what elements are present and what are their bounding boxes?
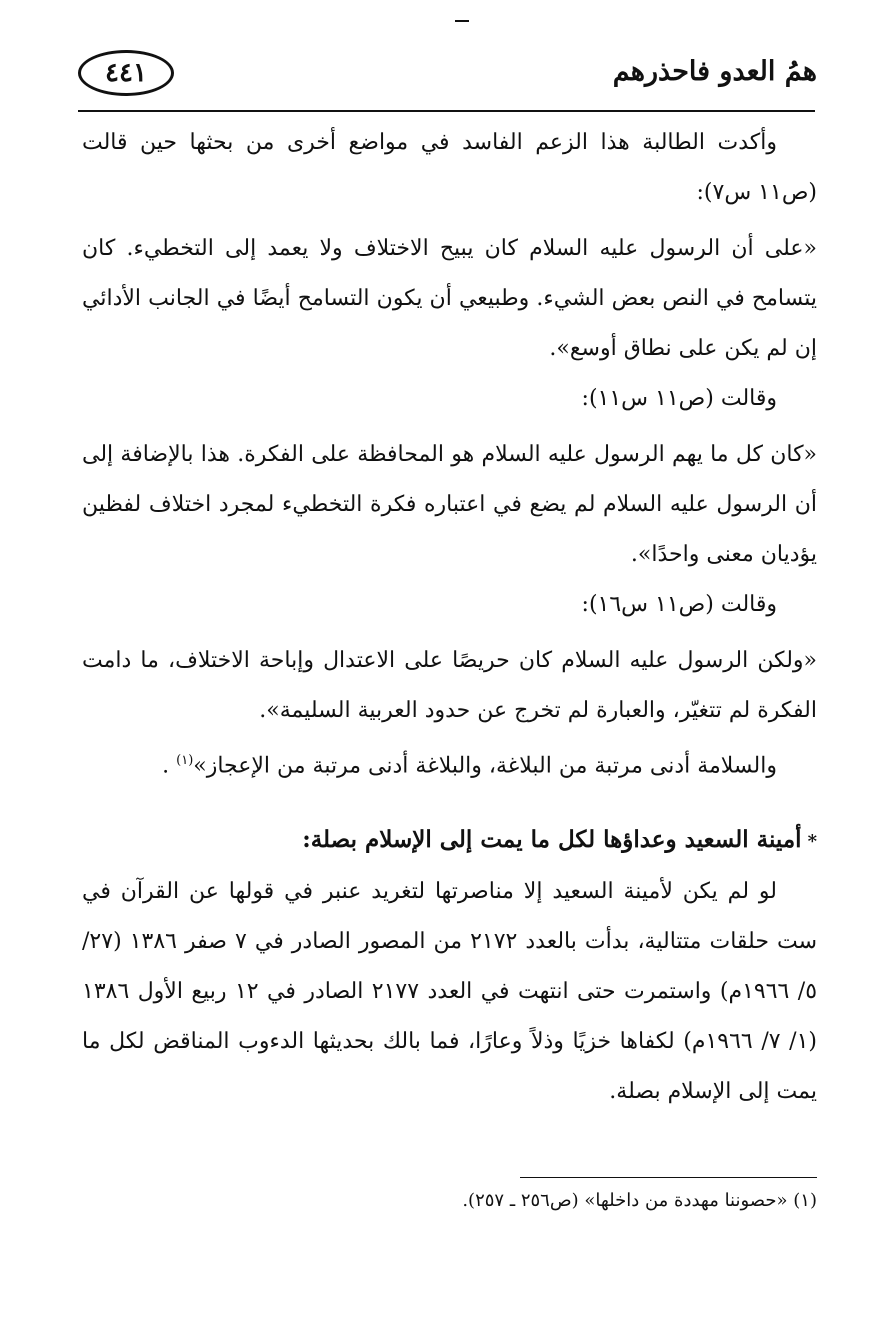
- header-rule: [78, 110, 815, 112]
- section-heading: [82, 815, 817, 867]
- quote-1: «على أن الرسول عليه السلام كان يبيح الاختلاف ولا يعمد إلى التخطيء. كان يتسامح في النص بعض الشيء. وطبيعي أن يكون التسامح أيضًا في الجانب الأدائي إن لم يكن على نطاق أوسع».: [82, 236, 817, 361]
- quote-2: «كان كل ما يهم الرسول عليه السلام هو المحافظة على الفكرة. هذا بالإضافة إلى أن الرسول عليه السلام لم يضع في اعتباره فكرة التخطيء لمجرد اختلاف لفظين يؤديان معنى واحدًا».: [82, 442, 817, 567]
- running-title: همُ العدو فاحذرهم: [612, 56, 817, 87]
- footnote: (١) «حصوننا مهددة من داخلها» (ص٢٥٦ ـ ٢٥٧).: [462, 1190, 817, 1211]
- paragraph-5: لو لم يكن لأمينة السعيد إلا مناصرتها لتغريد عنبر في قولها عن القرآن في ست حلقات متتالية، بدأت بالعدد ٢١٧٢ من المصور الصادر في ٧ صفر ١٣٨٦ (٢٧/ ٥/ ١٩٦٦م) واستمرت حتى انتهت في العدد ٢١٧٧ الصادر في ١٢ ربيع الأول ١٣٨٦ (١/ ٧/ ١٩٦٦م) لكفاها خزيًا وذلاً وعارًا، فما بالك بحديثها الدءوب المناقض لكل ما يمت إلى الإسلام بصلة.: [82, 879, 818, 1105]
- section-heading-text: أمينة السعيد وعداؤها لكل ما يمت إلى الإسلام بصلة:: [302, 826, 802, 854]
- paragraph-4-end: .: [162, 753, 177, 779]
- top-mark: [455, 20, 469, 22]
- footnote-marker: (١): [176, 753, 194, 768]
- page-header: [78, 48, 817, 100]
- paragraph-2: وقالت (ص١١ س١١):: [581, 386, 777, 411]
- paragraph-3: وقالت (ص١١ س١٦):: [581, 592, 777, 617]
- paragraph-1: وأكدت الطالبة هذا الزعم الفاسد في مواضع أخرى من بحثها حين قالت (ص١١ س٧):: [82, 130, 817, 205]
- page-number: ٤٤١: [78, 50, 174, 96]
- footnote-rule: [520, 1177, 817, 1178]
- quote-3: «ولكن الرسول عليه السلام كان حريصًا على الاعتدال وإباحة الاختلاف، ما دامت الفكرة لم تتغيّر، والعبارة لم تخرج عن حدود العربية السليمة».: [82, 648, 817, 723]
- paragraph-4-text: والسلامة أدنى مرتبة من البلاغة، والبلاغة أدنى مرتبة من الإعجاز»: [193, 753, 777, 779]
- asterisk-icon: *: [807, 831, 817, 853]
- paragraph-4: [82, 736, 817, 791]
- main-text: [82, 118, 817, 1117]
